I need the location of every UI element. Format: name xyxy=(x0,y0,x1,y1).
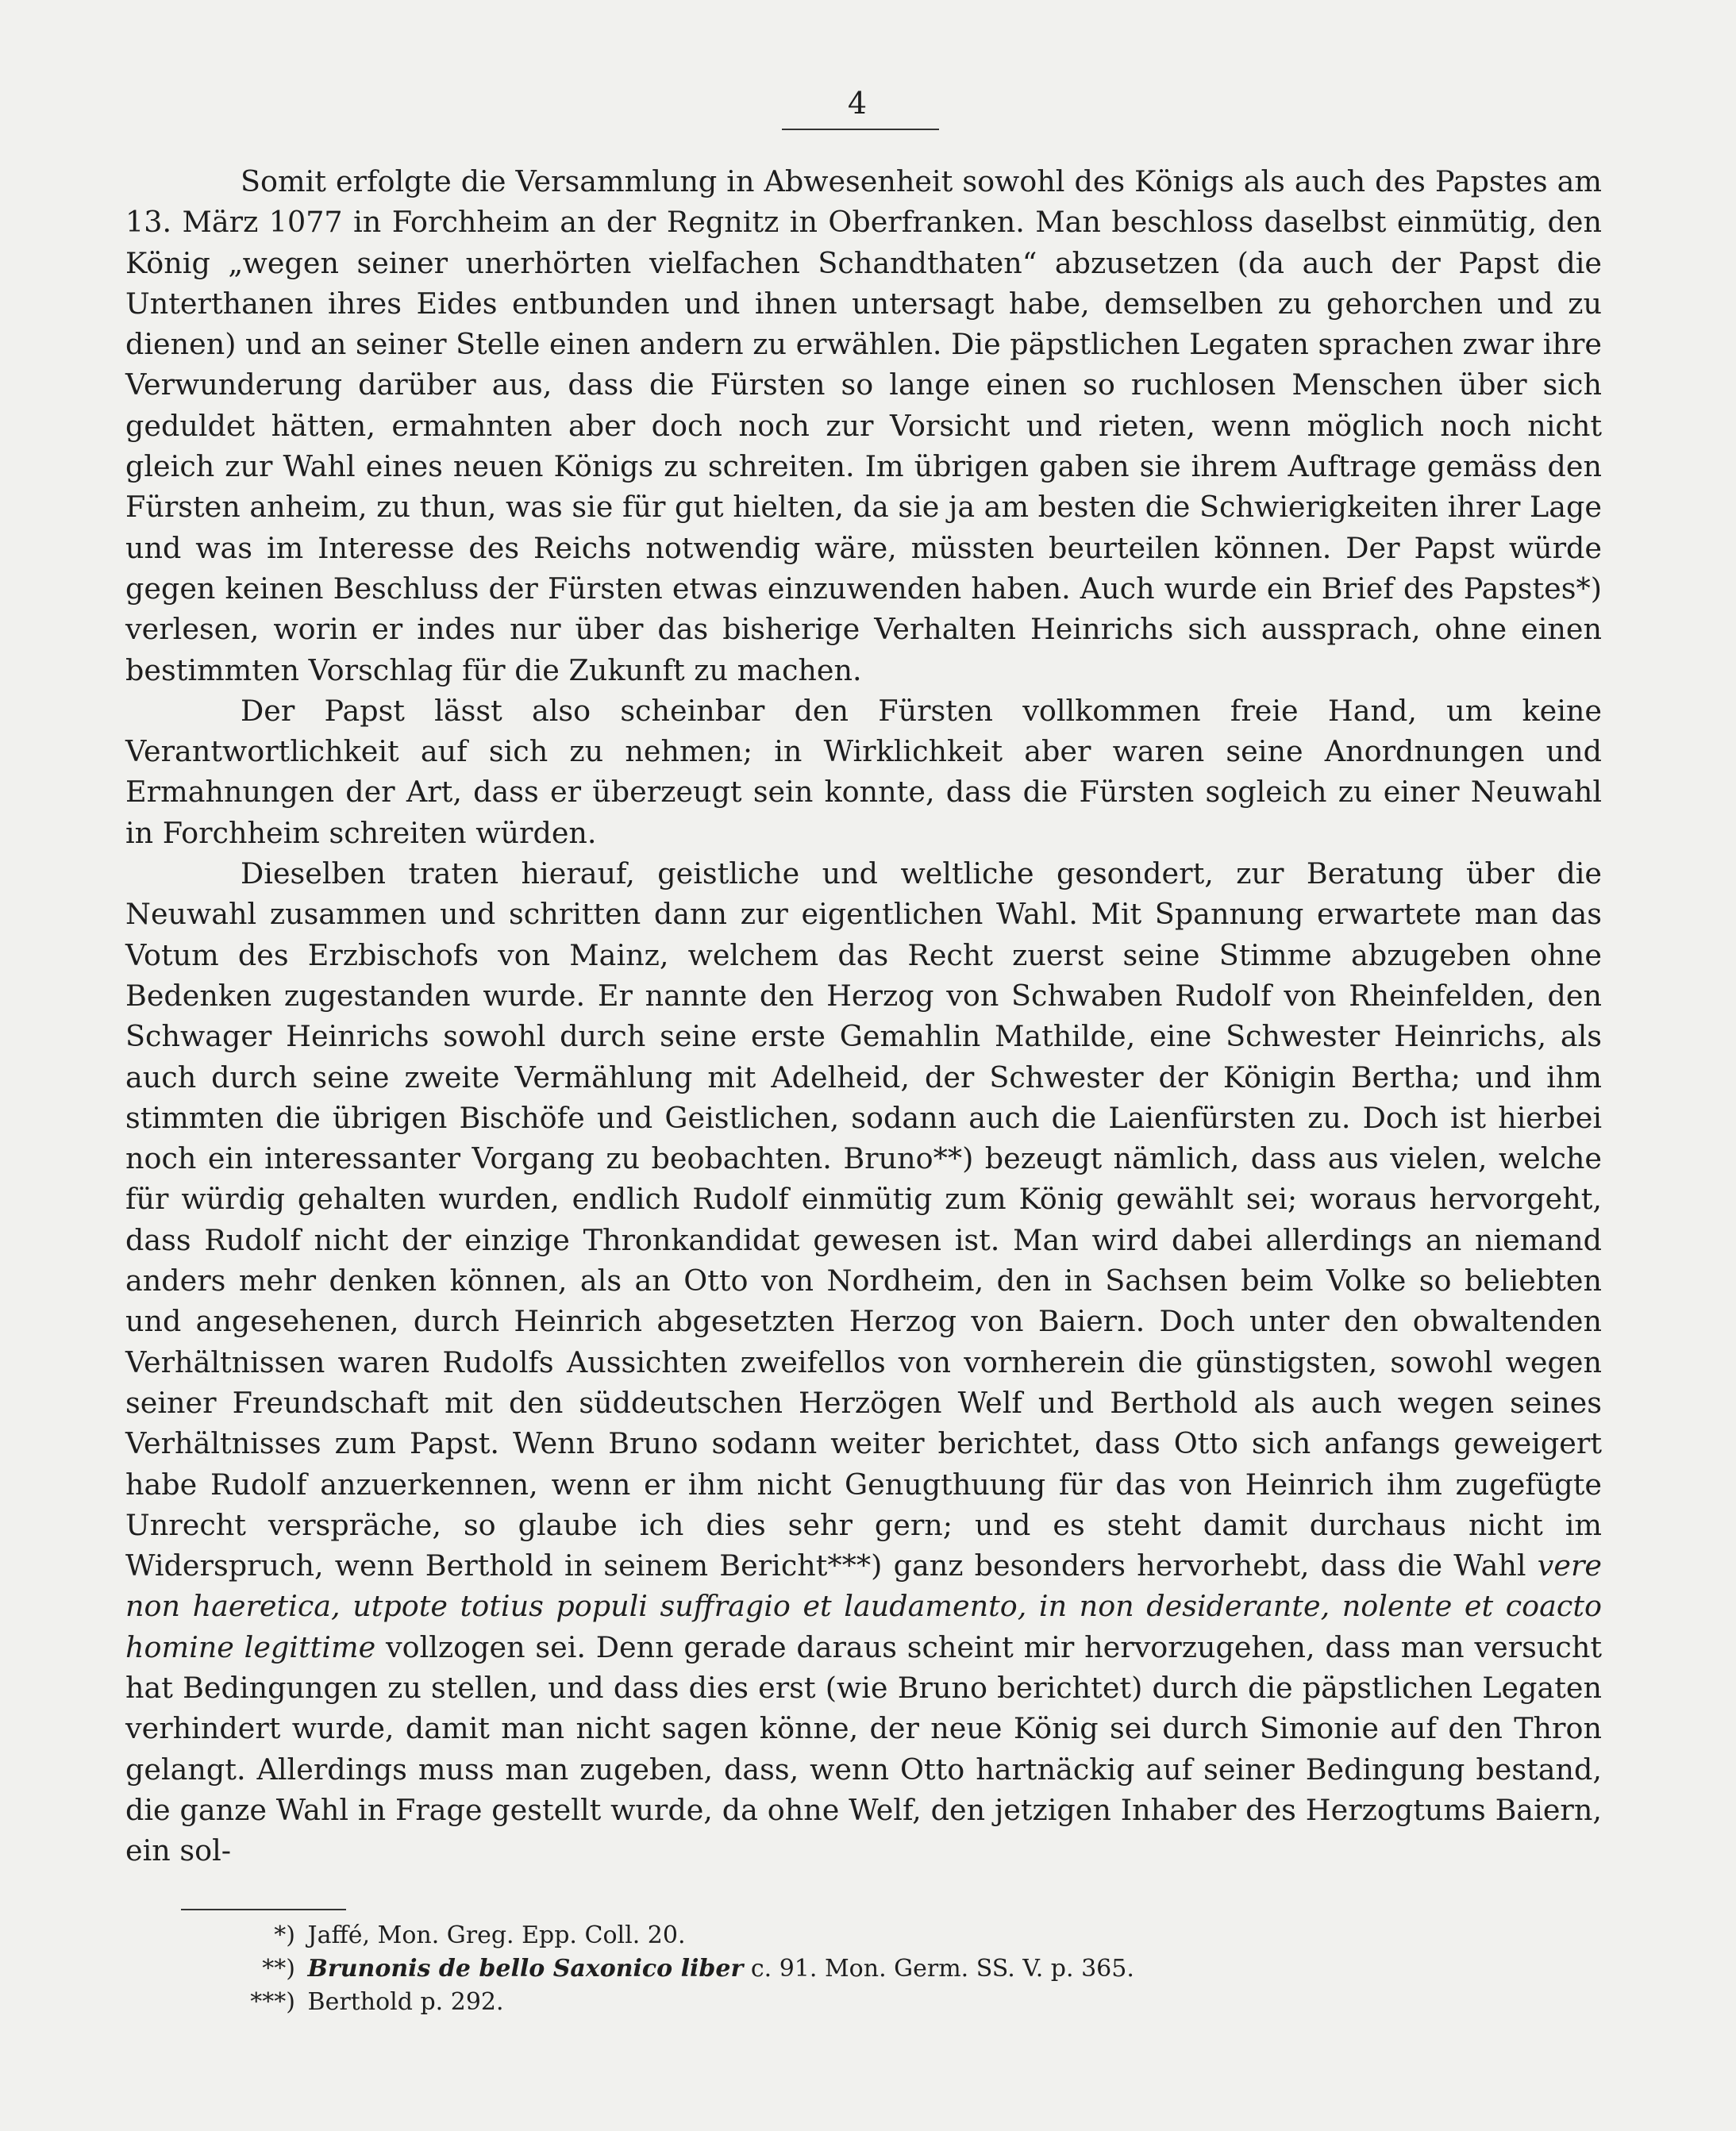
footnote-text: Jaffé, Mon. Greg. Epp. Coll. 20. xyxy=(307,1921,686,1949)
paragraph-3 xyxy=(125,853,1602,1871)
paragraph-2: Der Papst lässt also scheinbar den Fürsten vollkommen freie Hand, um keine Verantwortlichkeit auf sich zu nehmen; in Wirklichkeit aber waren seine Anordnungen und Ermahnungen der Art, dass er überzeugt sein konnte, dass die Fürsten sogleich zu einer Neuwahl in Forchheim schreiten würden. xyxy=(125,693,1602,850)
footnote-rule xyxy=(181,1909,346,1910)
footnote-1 xyxy=(238,1919,1588,1952)
footnote-3 xyxy=(238,1986,1588,2019)
latin-quotation: vere non haeretica, utpote totius populi suffragio et laudamento, in non desiderante, nolente et coacto homine legittime xyxy=(125,1548,1602,1664)
page-number: 4 xyxy=(847,86,868,121)
paragraph-3-text-start: Dieselben traten hierauf, geistliche und weltliche gesondert, zur Beratung über die Neuwahl zusammen und schritten dann zur eigentlichen Wahl. Mit Spannung erwartete man das Votum des Erzbischofs von Mainz, welchem das Recht zuerst seine Stimme abzugeben ohne Bedenken zugestanden wurde. Er nannte den Herzog von Schwaben Rudolf von Rheinfelden, den Schwager Heinrichs sowohl durch seine erste Gemahlin Mathilde, eine Schwester Heinrichs, als auch durch seine zweite Vermählung mit Adelheid, der Schwester der Königin Bertha; und ihm stimmten die übrigen Bischöfe und Geistlichen, sodann auch die Laienfürsten zu. Doch ist hierbei noch ein interessanter Vorgang zu beobachten. Bruno**) bezeugt nämlich, dass aus vielen, welche für würdig gehalten wurden, endlich Rudolf einmütig zum König gewählt sei; woraus hervorgeht, dass Rudolf nicht der einzige Thronkandidat gewesen ist. Man wird dabei allerdings an niemand anders mehr denken können, als an Otto von Nordheim, den in Sachsen beim Volke so beliebten und angesehenen, durch Heinrich abgesetzten Herzog von Baiern. Doch unter den obwaltenden Verhältnissen waren Rudolfs Aussichten zweifellos von vornherein die günstigsten, sowohl wegen seiner Freundschaft mit den süddeutschen Herzögen Welf und Berthold als auch wegen seines Verhältnisses zum Papst. Wenn Bruno sodann weiter berichtet, dass Otto sich anfangs geweigert habe Rudolf anzuerkennen, wenn er ihm nicht Genugthuung für das von Heinrich ihm zugefügte Unrecht verspräche, so glaube ich dies sehr gern; und es steht damit durchaus nicht im Widerspruch, wenn Berthold in seinem Bericht***) ganz besonders hervorhebt, dass die Wahl xyxy=(125,856,1602,1583)
footnote-mark: ***) xyxy=(250,1988,295,2016)
footnote-text: c. 91. Mon. Germ. SS. V. p. 365. xyxy=(750,1955,1134,1983)
body-text xyxy=(125,161,1602,1871)
footnote-mark: **) xyxy=(262,1955,295,1983)
page-number-rule xyxy=(782,129,939,130)
footnote-title: Brunonis de bello Saxonico liber xyxy=(307,1955,744,1983)
footnote-2 xyxy=(238,1952,1588,1986)
footnote-text: Berthold p. 292. xyxy=(307,1988,504,2016)
footnote-mark: *) xyxy=(274,1921,295,1949)
paragraph-3-text-end: vollzogen sei. Denn gerade daraus scheint mir hervorzugehen, dass man versucht hat Bedingungen zu stellen, und dass dies erst (wie Bruno berichtet) durch die päpstlichen Legaten verhindert wurde, damit man nicht sagen könne, der neue König sei durch Simonie auf den Thron gelangt. Allerdings muss man zugeben, dass, wenn Otto hartnäckig auf seiner Bedingung bestand, die ganze Wahl in Frage gestellt wurde, da ohne Welf, den jetzigen Inhaber des Herzogtums Baiern, ein sol- xyxy=(125,1629,1602,1868)
paragraph-1: Somit erfolgte die Versammlung in Abwesenheit sowohl des Königs als auch des Papstes am 13. März 1077 in Forchheim an der Regnitz in Oberfranken. Man beschloss daselbst einmütig, den König „wegen seiner unerhörten vielfachen Schandthaten“ abzusetzen (da auch der Papst die Unterthanen ihres Eides entbunden und ihnen untersagt habe, demselben zu gehorchen und zu dienen) und an seiner Stelle einen andern zu erwählen. Die päpstlichen Legaten sprachen zwar ihre Verwunderung darüber aus, dass die Fürsten so lange einen so ruchlosen Menschen über sich geduldet hätten, ermahnten aber doch noch zur Vorsicht und rieten, wenn möglich noch nicht gleich zur Wahl eines neuen Königs zu schreiten. Im übrigen gaben sie ihrem Auftrage gemäss den Fürsten anheim, zu thun, was sie für gut hielten, da sie ja am besten die Schwierigkeiten ihrer Lage und was im Interesse des Reichs notwendig wäre, müssten beurteilen können. Der Papst würde gegen keinen Beschluss der Fürsten etwas einzuwenden haben. Auch wurde ein Brief des Papstes*) verlesen, worin er indes nur über das bisherige Verhalten Heinrichs sich aussprach, ohne einen bestimmten Vorschlag für die Zukunft zu machen. xyxy=(125,164,1602,687)
footnotes xyxy=(238,1919,1588,2019)
